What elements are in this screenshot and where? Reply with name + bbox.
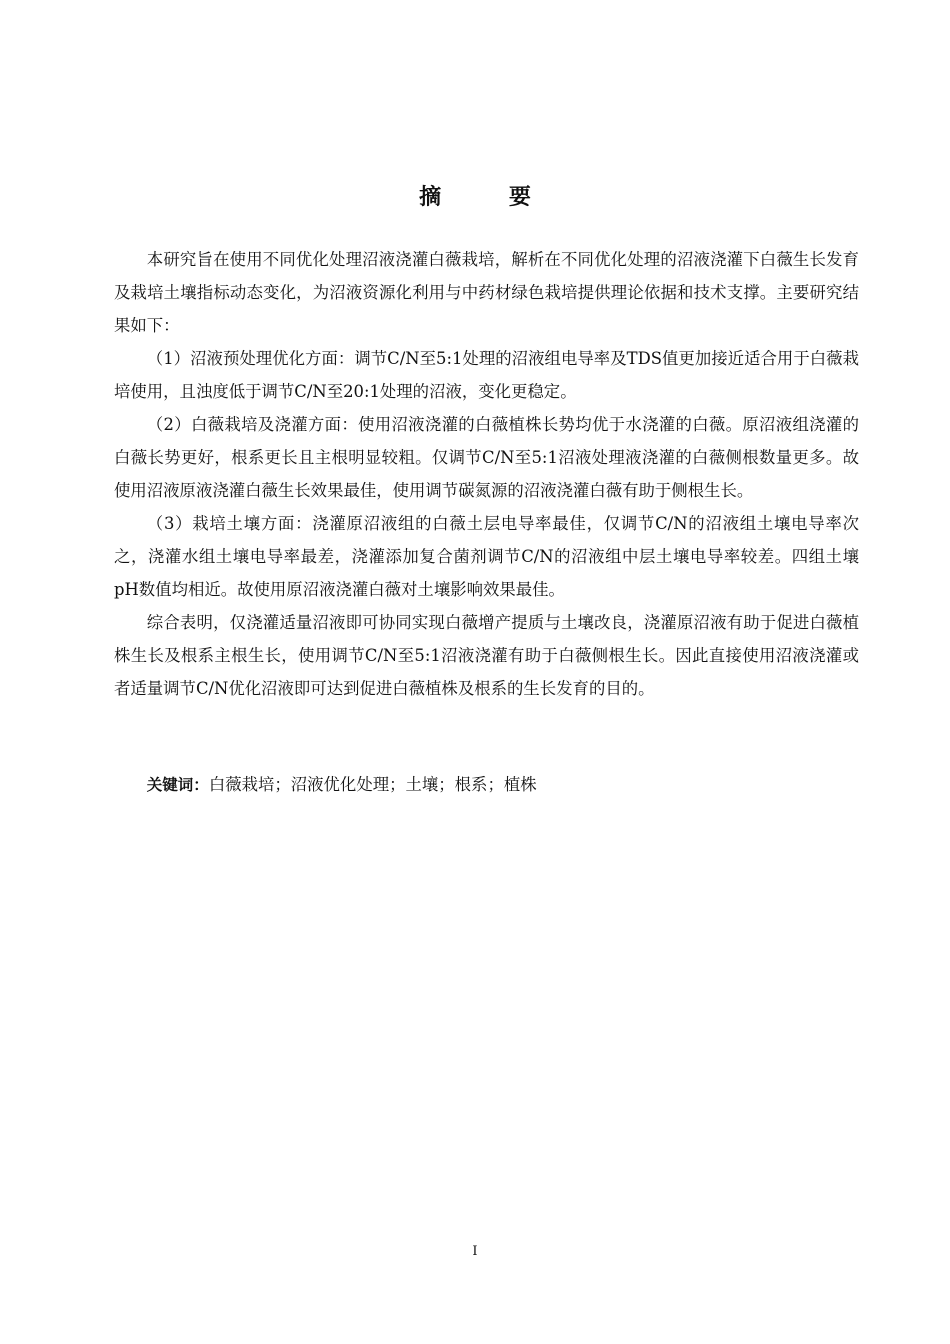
abstract-paragraph-result-1: （1）沼液预处理优化方面：调节C/N至5:1处理的沼液组电导率及TDS值更加接近适合用于白薇栽培使用，且浊度低于调节C/N至20:1处理的沼液，变化更稳定。 [114, 349, 859, 401]
abstract-paragraph-intro: 本研究旨在使用不同优化处理沼液浇灌白薇栽培，解析在不同优化处理的沼液浇灌下白薇生长发育及栽培土壤指标动态变化，为沼液资源化利用与中药材绿色栽培提供理论依据和技术支撑。主要研究结果如下： [114, 250, 859, 335]
abstract-paragraph-result-3: （3）栽培土壤方面：浇灌原沼液组的白薇土层电导率最佳，仅调节C/N的沼液组土壤电导率次之，浇灌水组土壤电导率最差，浇灌添加复合菌剂调节C/N的沼液组中层土壤电导率较差。四组土壤pH数值均相近。故使用原沼液浇灌白薇对土壤影响效果最佳。 [114, 514, 859, 599]
abstract-paragraph-result-2: （2）白薇栽培及浇灌方面：使用沼液浇灌的白薇植株长势均优于水浇灌的白薇。原沼液组浇灌的白薇长势更好，根系更长且主根明显较粗。仅调节C/N至5:1沼液处理液浇灌的白薇侧根数量更多。故使用沼液原液浇灌白薇生长效果最佳，使用调节碳氮源的沼液浇灌白薇有助于侧根生长。 [114, 415, 859, 500]
keywords-line [114, 770, 859, 800]
page-title: 摘 要 [419, 185, 561, 210]
abstract-body [114, 243, 859, 705]
abstract-paragraph-conclusion: 综合表明，仅浇灌适量沼液即可协同实现白薇增产提质与土壤改良，浇灌原沼液有助于促进白薇植株生长及根系主根生长，使用调节C/N至5:1沼液浇灌有助于白薇侧根生长。因此直接使用沼液浇灌或者适量调节C/N优化沼液即可达到促进白薇植株及根系的生长发育的目的。 [114, 613, 859, 698]
keywords-text: 白薇栽培；沼液优化处理；土壤；根系；植株 [208, 775, 537, 794]
page-number: I [472, 1244, 478, 1259]
keywords-label: 关键词： [146, 776, 209, 794]
